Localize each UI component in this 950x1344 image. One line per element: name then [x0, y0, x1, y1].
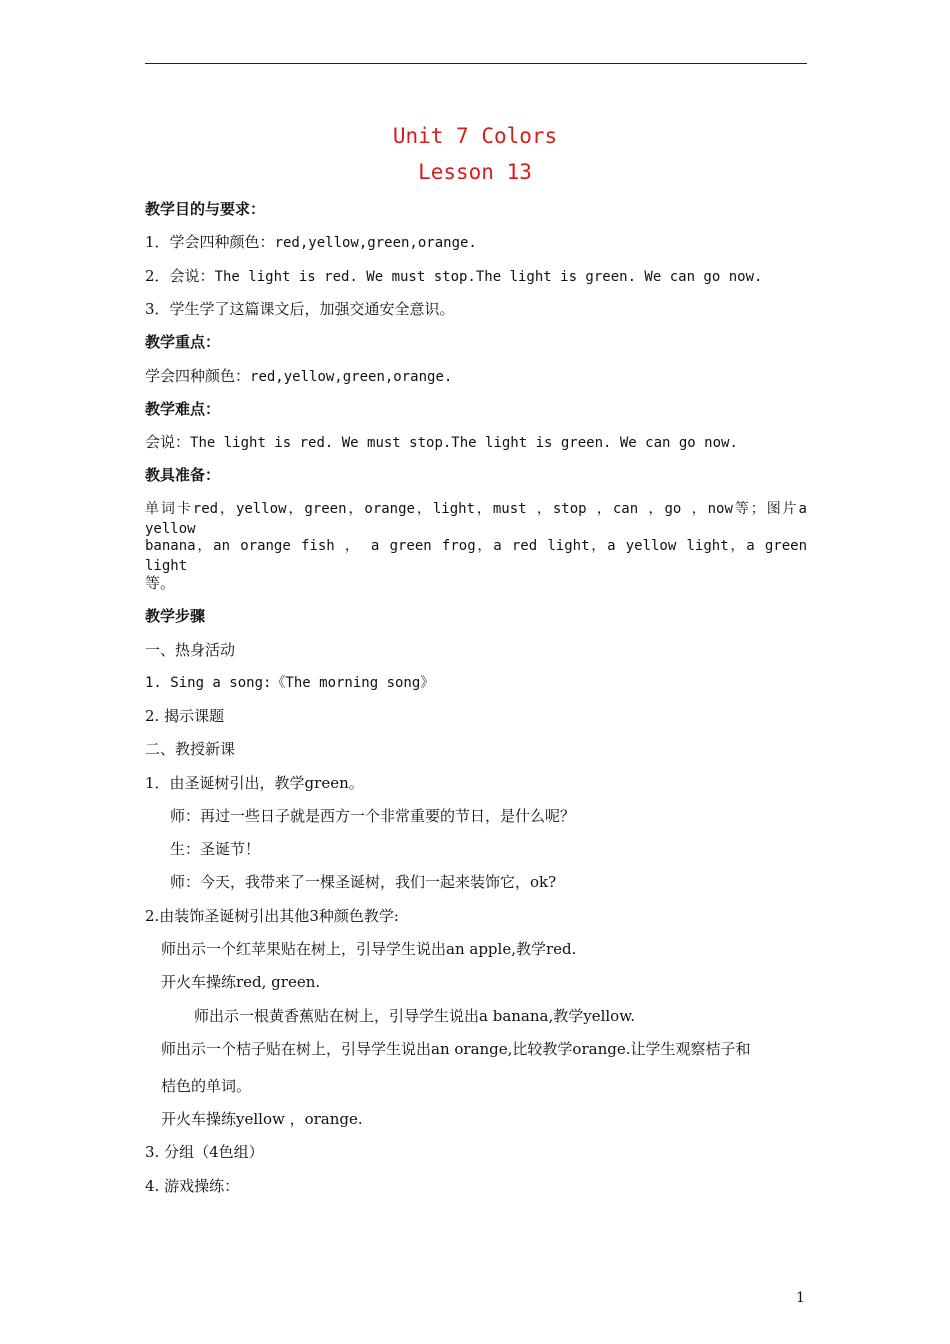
orange-line-1: 师出示一个桔子贴在树上，引导学生说出an orange,比较教学orange.让学生观察桔子和	[161, 1040, 751, 1058]
goal-2: 2．会说：The light is red. We must stop.The light is green. We can go now.	[145, 267, 763, 285]
banana-line: 师出示一根黄香蕉贴在树上，引导学生说出a banana,教学yellow.	[194, 1007, 636, 1025]
drill-line-1: 开火车操练red, green.	[161, 973, 321, 991]
step-2-2: 2.由装饰圣诞树引出其他3种颜色教学:	[145, 907, 399, 925]
step-2-1: 1．由圣诞树引出，教学green。	[145, 774, 364, 792]
header-rule	[145, 63, 807, 64]
step-1-2: 2. 揭示课题	[145, 707, 225, 725]
dialog-teacher-1: 师：再过一些日子就是西方一个非常重要的节日，是什么呢？	[170, 807, 576, 825]
goal-3: 3．学生学了这篇课文后，加强交通安全意识。	[145, 300, 455, 318]
key-heading: 教学重点：	[145, 333, 221, 351]
step-1: 一、热身活动	[145, 641, 236, 659]
document-title: Unit 7 Colors	[392, 124, 558, 148]
orange-line-2: 桔色的单词。	[161, 1077, 252, 1095]
prep-line-1: 单词卡red，yellow，green，orange，light，must ，stop ，can ，go ，now等；图片a yellow	[145, 501, 807, 537]
dialog-teacher-2: 师：今天，我带来了一棵圣诞树，我们一起来装饰它，ok?	[170, 873, 557, 891]
difficult-content: 会说：The light is red. We must stop.The light is green. We can go now.	[145, 433, 738, 451]
goals-heading: 教学目的与要求：	[145, 200, 266, 218]
steps-heading: 教学步骤	[145, 607, 206, 625]
apple-line: 师出示一个红苹果贴在树上，引导学生说出an apple,教学red.	[161, 940, 577, 958]
page-number: 1	[796, 1290, 805, 1306]
drill-line-2: 开火车操练yellow ，orange.	[161, 1110, 363, 1128]
dialog-student-1: 生：圣诞节！	[170, 840, 261, 858]
step-2: 二、教授新课	[145, 740, 236, 758]
document-subtitle: Lesson 13	[418, 160, 532, 184]
difficult-heading: 教学难点：	[145, 400, 221, 418]
step-1-1: 1. Sing a song:《The morning song》	[145, 675, 435, 691]
key-content: 学会四种颜色：red,yellow,green,orange.	[145, 367, 453, 385]
prep-line-2: banana，an orange fish ， a green frog，a red light，a yellow light，a green light	[145, 538, 807, 574]
prep-line-3: 等。	[145, 574, 176, 592]
step-2-4: 4. 游戏操练：	[145, 1177, 240, 1195]
step-2-3: 3. 分组（4色组）	[145, 1143, 264, 1161]
prep-heading: 教具准备：	[145, 466, 221, 484]
goal-1: 1．学会四种颜色：red,yellow,green,orange.	[145, 233, 477, 251]
